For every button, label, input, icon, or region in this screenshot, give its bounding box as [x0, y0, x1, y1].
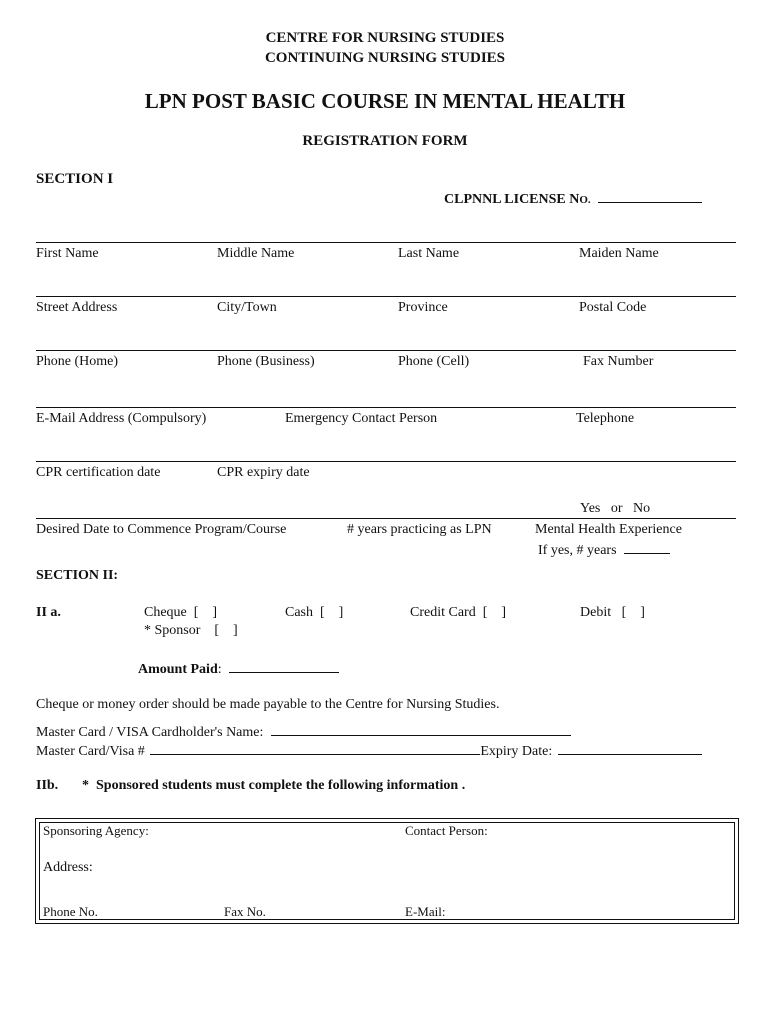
emergency-contact-label: Emergency Contact Person	[285, 411, 438, 426]
email-box-label: E-Mail:	[405, 904, 446, 919]
if-yes-years	[538, 541, 670, 559]
middle-name-label: Middle Name	[217, 246, 295, 261]
cpr-certification-label: CPR certification date	[36, 465, 161, 480]
amount-paid-label: Amount Paid	[138, 662, 218, 677]
iib-instruction: * Sponsored students must complete the following information .	[82, 778, 466, 793]
amount-paid-colon: :	[217, 662, 222, 677]
phone-home-label: Phone (Home)	[36, 354, 119, 369]
fax-number-label: Fax Number	[583, 354, 654, 369]
expiry-date-field[interactable]	[558, 742, 702, 755]
form-title: REGISTRATION FORM	[302, 133, 468, 149]
mental-health-experience-label: Mental Health Experience	[535, 522, 682, 537]
iia-label: II a.	[36, 605, 61, 620]
phone-business-label: Phone (Business)	[217, 354, 315, 369]
cardholder-row	[36, 723, 571, 741]
section-1-heading: SECTION I	[36, 171, 114, 187]
amount-paid-field[interactable]	[229, 660, 339, 673]
postal-code-label: Postal Code	[579, 300, 647, 315]
years-practicing-label: # years practicing as LPN	[347, 522, 492, 537]
phone-cell-label: Phone (Cell)	[398, 354, 470, 369]
maiden-name-label: Maiden Name	[579, 246, 659, 261]
card-number-row	[36, 742, 702, 760]
cardholder-name-label: Master Card / VISA Cardholder's Name:	[36, 725, 264, 740]
telephone-label: Telephone	[576, 411, 635, 426]
license-label-small: O.	[579, 194, 591, 206]
province-label: Province	[398, 300, 448, 315]
if-yes-label: If yes, # years	[538, 543, 617, 558]
card-number-field[interactable]	[150, 742, 480, 755]
rule-row-5[interactable]	[36, 461, 736, 462]
email-label: E-Mail Address (Compulsory)	[36, 411, 207, 426]
card-number-label: Master Card/Visa #	[36, 744, 145, 759]
rule-row-6[interactable]	[36, 518, 736, 519]
rule-row-1[interactable]	[36, 242, 736, 243]
cardholder-name-field[interactable]	[271, 723, 571, 736]
payable-note: Cheque or money order should be made payable to the Centre for Nursing Studies.	[36, 697, 500, 712]
address-label: Address:	[43, 860, 93, 875]
org-line-1: CENTRE FOR NURSING STUDIES	[265, 30, 505, 46]
amount-paid	[138, 660, 339, 678]
years-experience-field[interactable]	[624, 541, 670, 554]
section-2-heading: SECTION II:	[36, 568, 119, 583]
street-address-label: Street Address	[36, 300, 118, 315]
cheque-option[interactable]: Cheque [ ]	[144, 605, 218, 620]
course-title: LPN POST BASIC COURSE IN MENTAL HEALTH	[144, 89, 626, 113]
desired-date-label: Desired Date to Commence Program/Course	[36, 522, 287, 537]
contact-person-label: Contact Person:	[405, 823, 488, 838]
credit-card-option[interactable]: Credit Card [ ]	[410, 605, 507, 620]
sponsoring-agency-label: Sponsoring Agency:	[43, 823, 149, 838]
fax-no-label: Fax No.	[224, 904, 266, 919]
rule-row-3[interactable]	[36, 350, 736, 351]
cash-option[interactable]: Cash [ ]	[285, 605, 344, 620]
debit-option[interactable]: Debit [ ]	[580, 605, 645, 620]
sponsor-option[interactable]: * Sponsor [ ]	[144, 623, 238, 638]
cpr-expiry-label: CPR expiry date	[217, 465, 310, 480]
license-label-main: CLPNNL LICENSE N	[444, 192, 580, 207]
rule-row-2[interactable]	[36, 296, 736, 297]
org-line-2: CONTINUING NURSING STUDIES	[264, 50, 506, 66]
first-name-label: First Name	[36, 246, 99, 261]
phone-no-label: Phone No.	[43, 904, 98, 919]
rule-row-4[interactable]	[36, 407, 736, 408]
expiry-date-label: Expiry Date:	[480, 744, 553, 759]
iib-label: IIb.	[36, 778, 59, 793]
yes-no-label: Yes or No	[580, 501, 651, 516]
last-name-label: Last Name	[398, 246, 460, 261]
license-label	[444, 190, 702, 208]
city-town-label: City/Town	[217, 300, 277, 315]
license-number-field[interactable]	[598, 190, 702, 203]
